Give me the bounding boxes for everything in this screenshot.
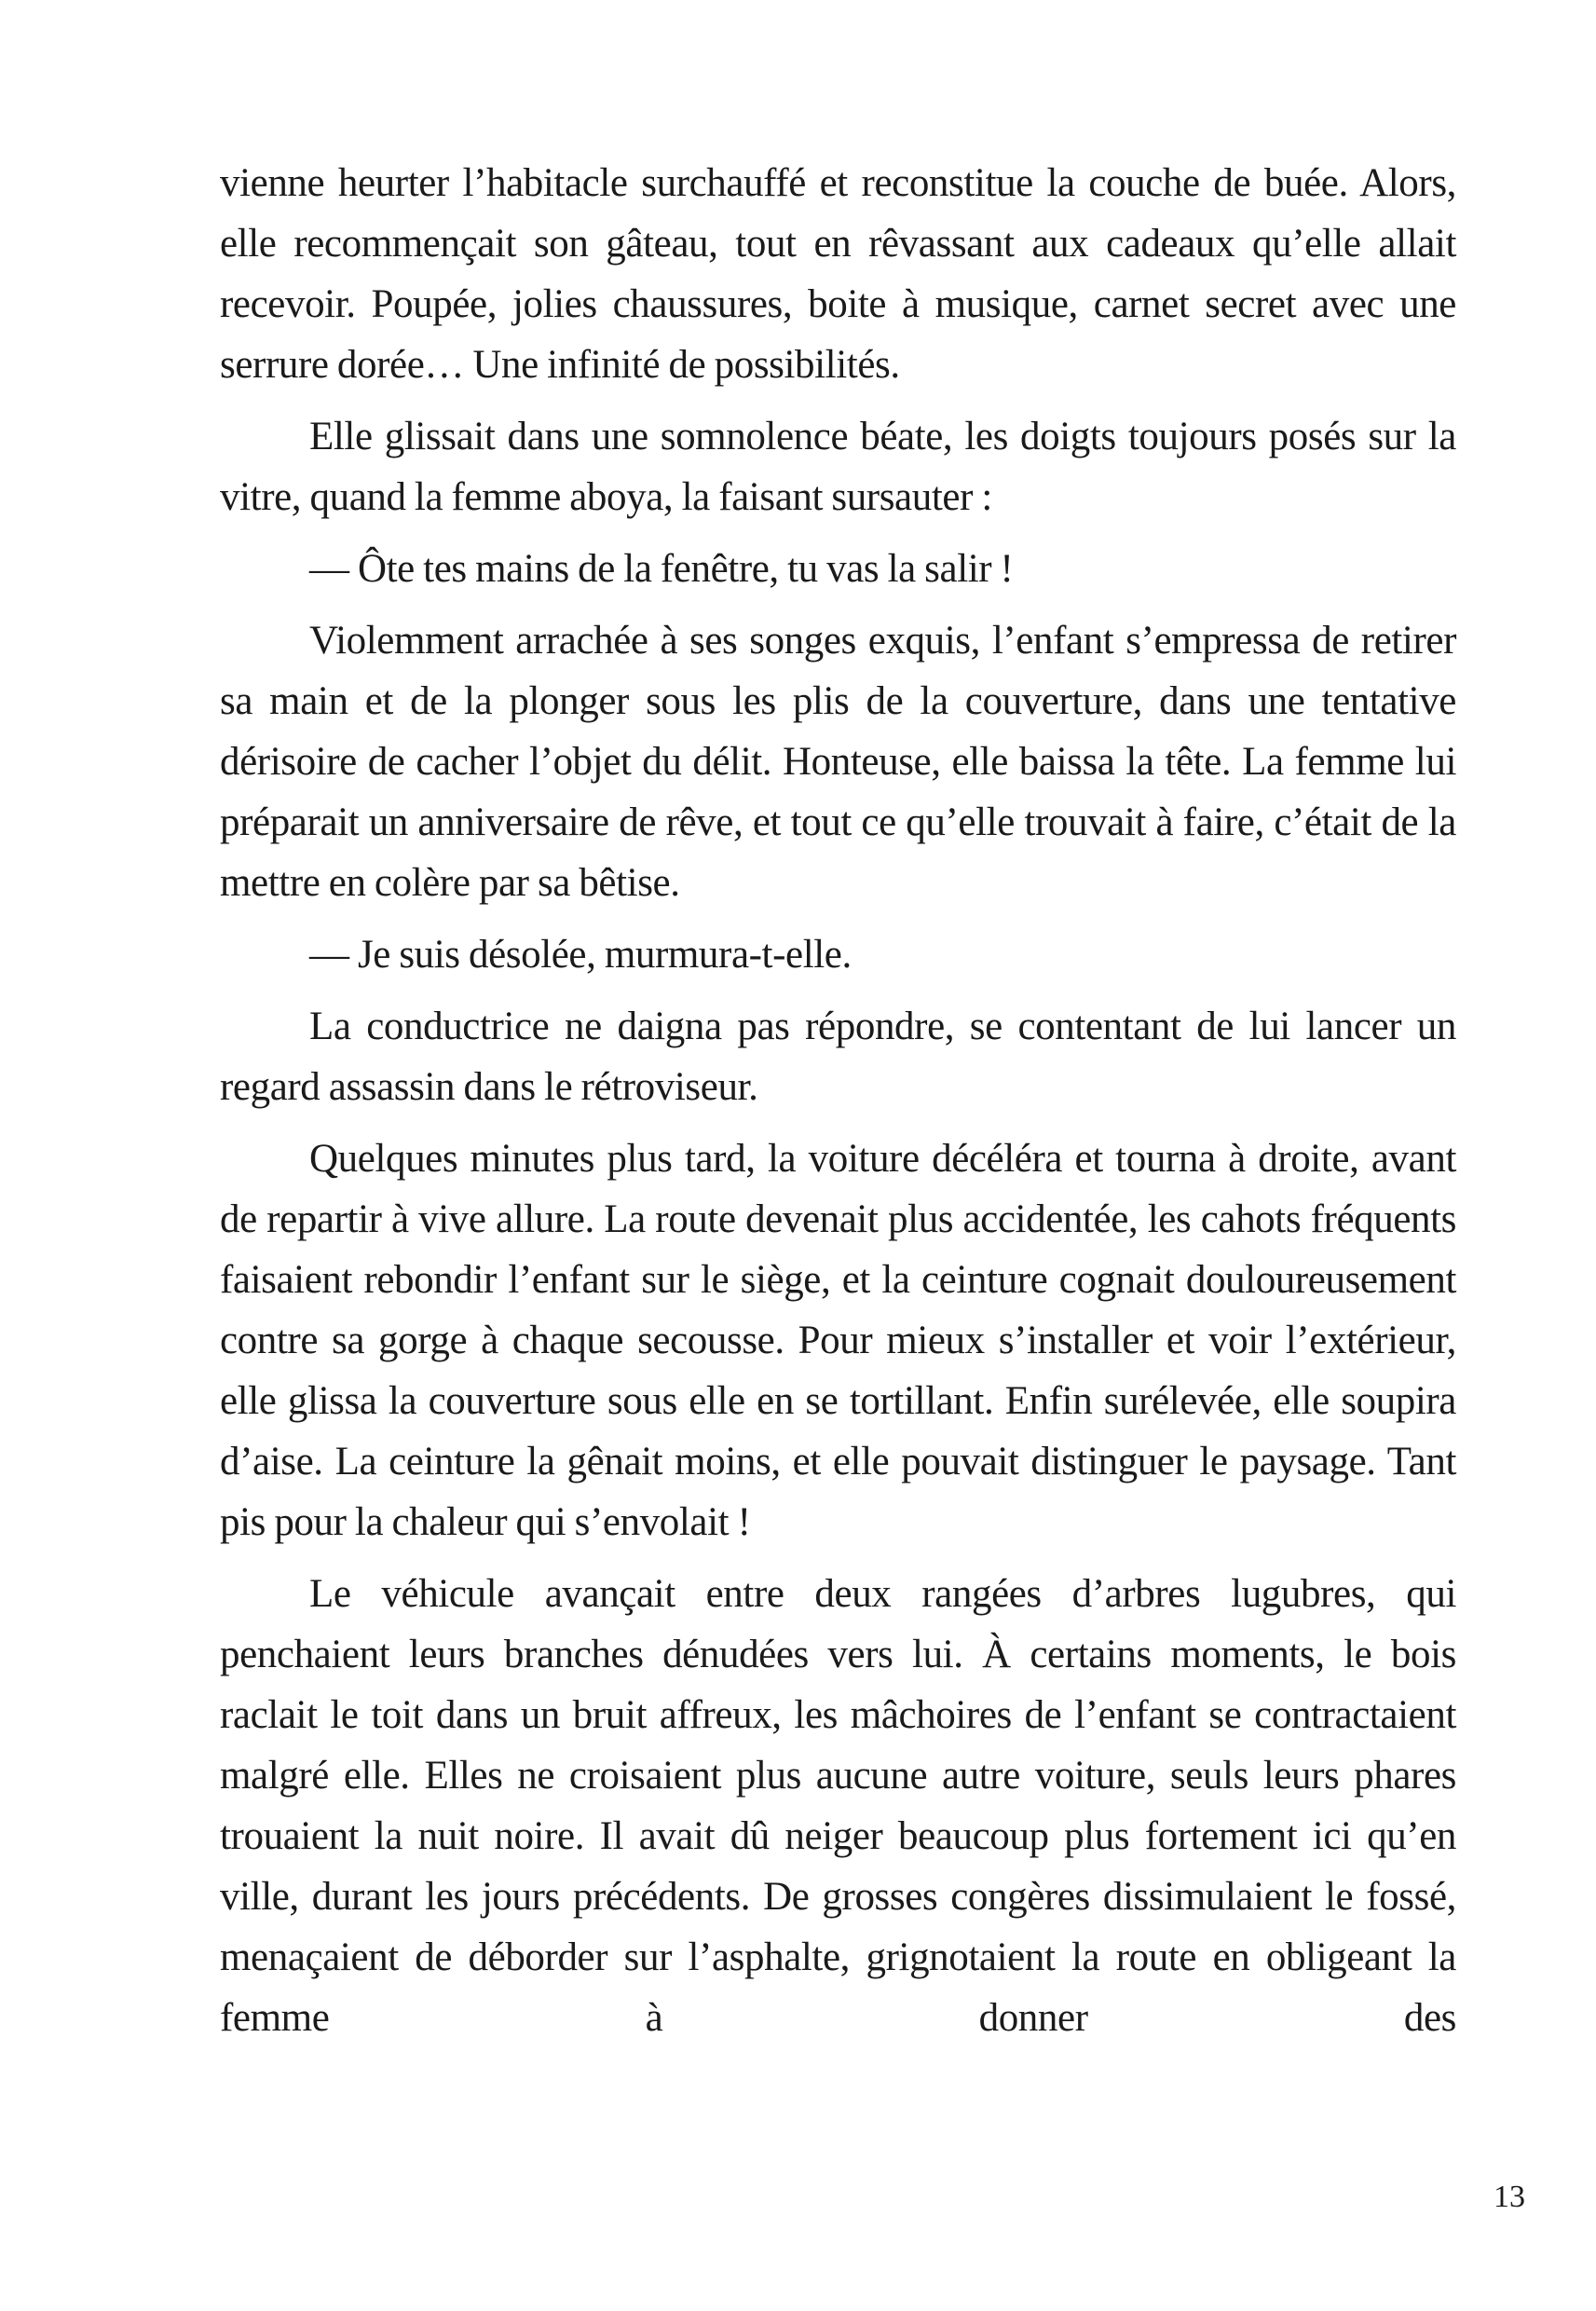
paragraph: Violemment arrachée à ses songes exquis, l’enfant s’empressa de retirer sa main et de la plonger sous les plis de la couverture, dans une tentative dérisoire de cacher l’objet du délit. Honteuse, elle baissa la tête. La femme lui préparait un anniversaire de rêve, et tout ce qu’elle trouvait à faire, c’était de la mettre en colère par sa bêtise. xyxy=(220,619,1456,905)
paragraph: La conductrice ne daigna pas répondre, se contentant de lui lancer un regard assassin dans le rétroviseur. xyxy=(220,1005,1456,1109)
paragraph: Elle glissait dans une somnolence béate, les doigts toujours posés sur la vitre, quand la femme aboya, la faisant sursauter : xyxy=(220,415,1456,519)
paragraph-continuation: vienne heurter l’habitacle surchauffé et reconstitue la couche de buée. Alors, elle recommençait son gâteau, tout en rêvassant aux cadeaux qu’elle allait recevoir. Poupée, jolies chaussures, boite à musique, carnet secret avec une serrure dorée… Une infinité de possibilités. xyxy=(220,161,1456,387)
paragraph: Quelques minutes plus tard, la voiture décéléra et tourna à droite, avant de repartir à vive allure. La route devenait plus accidentée, les cahots fréquents faisaient rebondir l’enfant sur le siège, et la ceinture cognait douloureusement contre sa gorge à chaque secousse. Pour mieux s’installer et voir l’extérieur, elle glissa la couverture sous elle en se tortillant. Enfin surélevée, elle soupira d’aise. La ceinture la gênait moins, et elle pouvait distinguer le paysage. Tant pis pour la chaleur qui s’envolait ! xyxy=(220,1137,1456,1544)
paragraph-continues-next-page: Le véhicule avançait entre deux rangées d’arbres lugubres, qui penchaient leurs branches dénudées vers lui. À certains moments, le bois raclait le toit dans un bruit affreux, les mâchoires de l’enfant se contractaient malgré elle. Elles ne croisaient plus aucune autre voiture, seuls leurs phares trouaient la nuit noire. Il avait dû neiger beaucoup plus fortement ici qu’en ville, durant les jours précédents. De grosses congères dissimulaient le fossé, menaçaient de déborder sur l’asphalte, grignotaient la route en obligeant la femme à donner des xyxy=(220,1572,1456,2040)
dialogue-line: — Je suis désolée, murmura-t-elle. xyxy=(309,933,852,977)
body-text xyxy=(220,153,1456,2059)
dialogue-line: — Ôte tes mains de la fenêtre, tu vas la salir ! xyxy=(309,547,1014,591)
page-number: 13 xyxy=(1494,2180,1525,2214)
